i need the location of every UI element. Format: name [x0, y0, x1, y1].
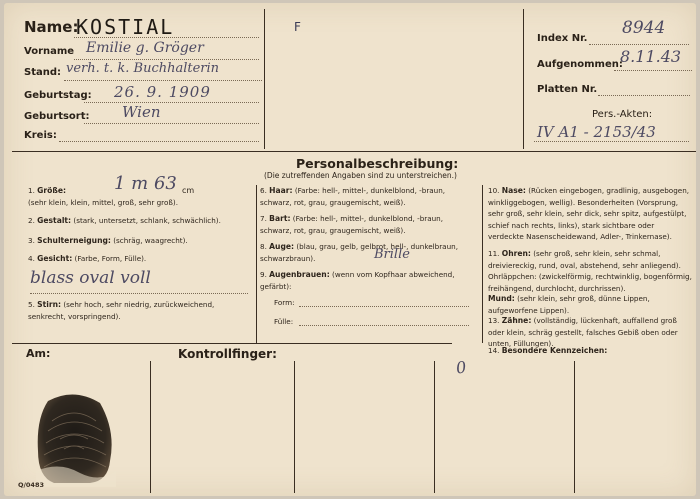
item-10: 10. Nase: (Rücken eingebogen, gradlinig, ausgebogen, winkliggebogen, wellig). Besonderheiten (Vorsprung, sehr groß, sehr klein, sehr dick, sehr spitz, aufgestülpt, schief nach rechts, links), stark sichtbare oder verdeckte Nasenscheidewand, Adler-, Trinkernase). — [488, 186, 690, 241]
kontroll-mark: 0 — [454, 357, 468, 378]
fuelle-label: Fülle: — [274, 317, 294, 326]
item-4: 4. Gesicht: (Farbe, Form, Fülle). — [28, 254, 147, 263]
letter-mark: F — [294, 20, 301, 34]
personnel-card — [4, 3, 696, 496]
item-14: 14. Besondere Kennzeichen: — [488, 346, 608, 355]
aufgenommen-label: Aufgenommen: — [537, 59, 623, 70]
item-9: 9. Augenbrauen: (wenn vom Kopfhaar abweichend, gefärbt): — [260, 270, 455, 291]
akten-value: IV A1 - 2153/43 — [537, 123, 656, 141]
vorname-label: Vorname — [24, 46, 75, 57]
item-5: 5. Stirn: (sehr hoch, sehr niedrig, zurückweichend, senkrecht, vorspringend). — [28, 300, 215, 321]
item-2: 2. Gestalt: (stark, untersetzt, schlank, schwächlich). — [28, 216, 221, 225]
aufgenommen-value: 8.11.43 — [620, 47, 682, 66]
item-1: 1. Größe: (sehr klein, klein, mittel, groß, sehr groß). — [28, 186, 178, 207]
eye-note: Brille — [374, 247, 410, 262]
akten-label: Pers.-Akten: — [592, 109, 653, 120]
geburtstag-label: Geburtstag: — [24, 90, 92, 101]
item-3: 3. Schulterneigung: (schräg, waagrecht). — [28, 236, 188, 245]
kontroll-label: Kontrollfinger: — [178, 347, 277, 361]
item-11: 11. Ohren: (sehr groß, sehr klein, sehr schmal, dreiviereckig, rund, oval, abstehend, sehr anliegend). Ohrläppchen: (zwickelförmig, rechtwinklig, bogenförmig, freihängend, durchlocht, durchrissen). — [488, 249, 692, 293]
size-value: 1 m 63 — [114, 173, 177, 194]
geburtsort-label: Geburtsort: — [24, 111, 90, 122]
item-12: Mund: (sehr klein, sehr groß, dünne Lippen, aufgeworfene Lippen). — [488, 294, 650, 315]
stand-label: Stand: — [24, 67, 62, 78]
vorname-value: Emilie g. Gröger — [86, 40, 204, 56]
description-subtitle: (Die zutreffenden Angaben sind zu unterstreichen.) — [264, 171, 457, 180]
name-value: KOSTIAL — [76, 15, 175, 39]
index-label: Index Nr. — [537, 33, 588, 44]
size-unit: cm — [182, 186, 195, 195]
fingerprint-image — [30, 391, 118, 487]
name-label: Name: — [24, 18, 79, 36]
description-title: Personalbeschreibung: — [296, 156, 459, 171]
item-7: 7. Bart: (Farbe: hell-, mittel-, dunkelblond, -braun, schwarz, rot, grau, graugemischt, weiß). — [260, 214, 444, 235]
item-13: 13. Zähne: (vollständig, lückenhaft, auffallend groß oder klein, schräg gestellt, falsches Gebiß oben oder unten, Füllungen). — [488, 316, 678, 348]
item-6: 6. Haar: (Farbe: hell-, mittel-, dunkelblond, -braun, schwarz, rot, grau, graugemischt, weiß). — [260, 186, 446, 207]
stand-value: verh. t. k. Buchhalterin — [66, 61, 220, 76]
geburtstag-value: 26. 9. 1909 — [114, 83, 211, 101]
face-value: blass oval voll — [30, 268, 151, 288]
am-label: Am: — [26, 347, 51, 360]
geburtsort-value: Wien — [122, 103, 161, 121]
form-code: Q/0483 — [18, 481, 44, 489]
index-value: 8944 — [622, 18, 666, 38]
form-label: Form: — [274, 298, 295, 307]
platten-label: Platten Nr. — [537, 84, 598, 95]
kreis-label: Kreis: — [24, 130, 57, 141]
item-8: 8. Auge: (blau, grau, gelb, gelbrot, hell-, dunkelbraun, schwarzbraun). — [260, 242, 458, 263]
